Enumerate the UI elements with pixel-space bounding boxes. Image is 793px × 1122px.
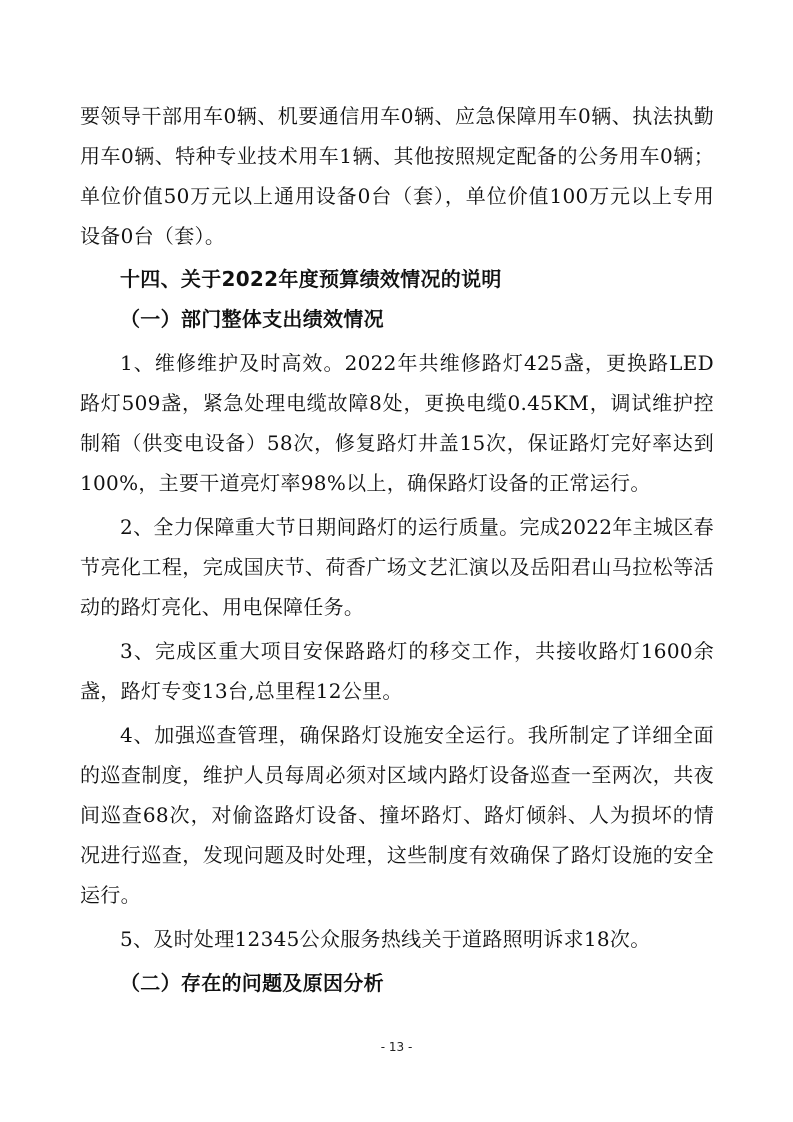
paragraph-item-2: 2、全力保障重大节日期间路灯的运行质量。完成2022年主城区春节亮化工程，完成国庆节、荷香广场文艺汇演以及岳阳君山马拉松等活动的路灯亮化、用电保障任务。 [80, 515, 714, 619]
paragraph-item-3: 3、完成区重大项目安保路路灯的移交工作，共接收路灯1600余盏，路灯专变13台,总里程12公里。 [80, 639, 714, 703]
paragraph-item-1: 1、维修维护及时高效。2022年共维修路灯425盏，更换路LED路灯509盏，紧急处理电缆故障8处，更换电缆0.45KM，调试维护控制箱（供变电设备）58次，修复路灯井盖15次，保证路灯完好率达到100%，主要干道亮灯率98%以上，确保路灯设备的正常运行。 [80, 351, 714, 495]
paragraph-item-4: 4、加强巡查管理，确保路灯设施安全运行。我所制定了详细全面的巡查制度，维护人员每周必须对区域内路灯设备巡查一至两次，共夜间巡查68次，对偷盗路灯设备、撞坏路灯、路灯倾斜、人为损坏的情况进行巡查，发现问题及时处理，这些制度有效确保了路灯设施的安全运行。 [80, 723, 714, 907]
paragraph-vehicles: 要领导干部用车0辆、机要通信用车0辆、应急保障用车0辆、执法执勤用车0辆、特种专业技术用车1辆、其他按照规定配备的公务用车0辆；单位价值50万元以上通用设备0台（套），单位价值100万元以上专用设备0台（套）。 [80, 104, 714, 248]
section-heading-performance: 十四、关于2022年度预算绩效情况的说明 [120, 267, 502, 291]
subsection-heading-overall: （一）部门整体支出绩效情况 [120, 307, 384, 331]
document-page [80, 96, 714, 1003]
paragraph-item-5: 5、及时处理12345公众服务热线关于道路照明诉求18次。 [120, 927, 651, 951]
subsection-heading-problems: （二）存在的问题及原因分析 [120, 971, 384, 995]
page-number: - 13 - [380, 1040, 413, 1054]
